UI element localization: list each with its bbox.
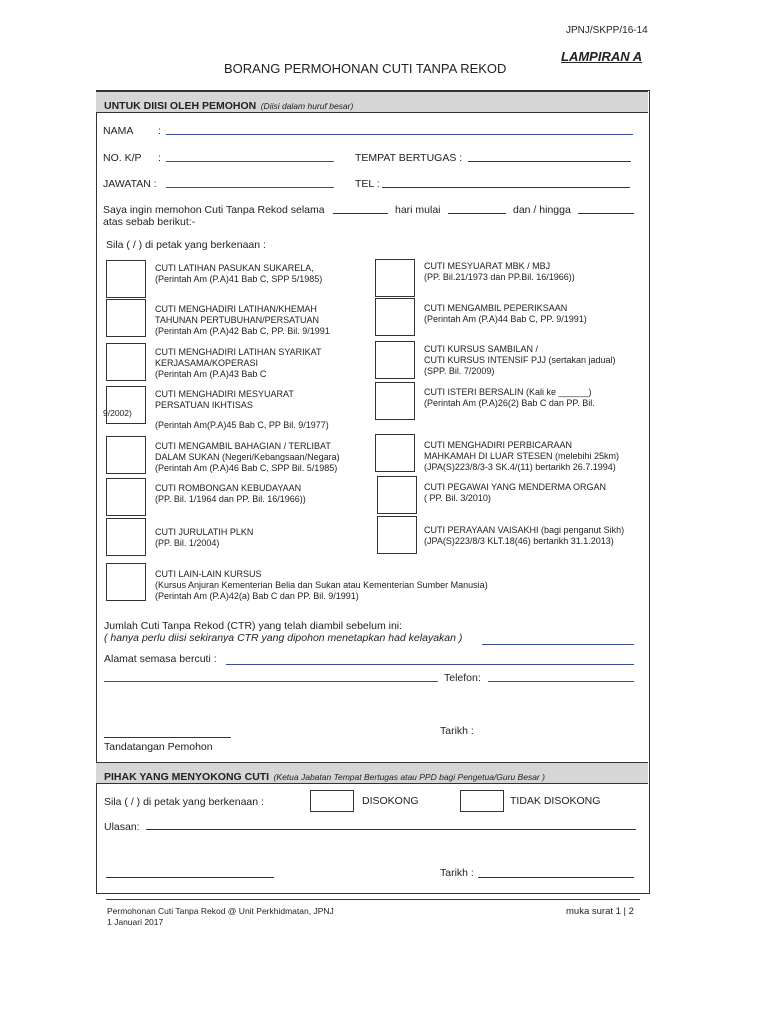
request-text-1: Saya ingin memohon Cuti Tanpa Rekod selama	[103, 204, 325, 216]
ctr-note: ( hanya perlu diisi sekiranya CTR yang dipohon menetapkan had kelayakan )	[104, 632, 463, 644]
days-field[interactable]	[333, 213, 388, 214]
tel-field[interactable]	[382, 187, 630, 188]
signature-line-supporter[interactable]	[106, 877, 274, 878]
tel-label: TEL :	[355, 178, 380, 190]
tidak-disokong-label: TIDAK DISOKONG	[510, 795, 601, 807]
nama-field[interactable]	[166, 134, 633, 135]
signature-line-applicant[interactable]	[104, 737, 231, 738]
checkbox-perbicaraan[interactable]	[375, 434, 415, 472]
telefon-label: Telefon:	[444, 672, 481, 684]
telefon-field[interactable]	[488, 681, 634, 682]
checkbox-peperiksaan[interactable]	[375, 298, 415, 336]
option-derma-organ: CUTI PEGAWAI YANG MENDERMA ORGAN ( PP. Bil. 3/2010)	[424, 482, 607, 503]
section-supporter-header	[96, 762, 648, 784]
jawatan-field[interactable]	[166, 187, 334, 188]
document-code: JPNJ/SKPP/16-14	[566, 25, 648, 36]
footer-divider	[106, 899, 640, 900]
option-kursus-sambilan: CUTI KURSUS SAMBILAN / CUTI KURSUS INTENSIF PJJ (sertakan jadual) (SPP. Bil. 7/2009)	[424, 344, 616, 376]
option-latihan-khemah: CUTI MENGHADIRI LATIHAN/KHEMAH TAHUNAN PERTUBUHAN/PERSATUAN (Perintah Am (P.A)42 Bab C, PP. Bil. 9/1991	[155, 304, 330, 336]
signature-label-applicant: Tandatangan Pemohon	[104, 741, 213, 753]
disokong-label: DISOKONG	[362, 795, 419, 807]
alamat-field-2[interactable]	[104, 681, 438, 682]
section-applicant-header	[96, 91, 648, 113]
checkbox-vaisakhi[interactable]	[377, 516, 417, 554]
option-isteri-bersalin: CUTI ISTERI BERSALIN (Kali ke ______) (Perintah Am (P.A)26(2) Bab C dan PP. Bil.	[424, 387, 595, 408]
ulasan-field[interactable]	[146, 829, 636, 830]
end-date-field[interactable]	[578, 213, 634, 214]
option-mesyuarat-mbk: CUTI MESYUARAT MBK / MBJ (PP. Bil.21/1973 dan PP.Bil. 16/1966))	[424, 261, 575, 282]
option-vaisakhi: CUTI PERAYAAN VAISAKHI (bagi penganut Sikh) (JPA(S)223/8/3 KLT.18(46) bertarikh 31.1.2013)	[424, 525, 625, 546]
tarikh-label-supporter: Tarikh :	[440, 867, 474, 879]
checkbox-isteri-bersalin[interactable]	[375, 382, 415, 420]
jawatan-label: JAWATAN :	[103, 178, 157, 190]
tempat-field[interactable]	[468, 161, 631, 162]
checkbox-jurulatih[interactable]	[106, 518, 146, 556]
alamat-field-1[interactable]	[226, 664, 634, 665]
nokp-label: NO. K/P	[103, 152, 142, 164]
nama-colon: :	[158, 125, 161, 137]
checkbox-sukan[interactable]	[106, 436, 146, 474]
checkbox-tidak-disokong[interactable]	[460, 790, 504, 812]
checkbox-instruction: Sila ( / ) di petak yang berkenaan :	[106, 239, 266, 251]
checkbox-disokong[interactable]	[310, 790, 354, 812]
option-perbicaraan: CUTI MENGHADIRI PERBICARAAN MAHKAMAH DI LUAR STESEN (melebihi 25km) (JPA(S)223/8/3-3 SK.4/(11) bertarikh 26.7.1994)	[424, 440, 620, 472]
ulasan-label: Ulasan:	[104, 821, 140, 833]
checkbox-mesyuarat-mbk[interactable]	[375, 259, 415, 297]
checkbox-kebudayaan[interactable]	[106, 478, 146, 516]
option-peperiksaan: CUTI MENGAMBIL PEPERIKSAAN (Perintah Am (P.A)44 Bab C, PP. 9/1991)	[424, 303, 587, 324]
option-sukan: CUTI MENGAMBIL BAHAGIAN / TERLIBAT DALAM SUKAN (Negeri/Kebangsaan/Negara) (Perintah Am (P.A)46 Bab C, SPP Bil. 5/1985)	[155, 441, 340, 473]
section-applicant-note: (Diisi dalam huruf besar)	[260, 101, 354, 111]
option-lain-lain: CUTI LAIN-LAIN KURSUS (Kursus Anjuran Kementerian Belia dan Sukan atau Kementerian Sumber Manusia) (Perintah Am (P.A)42(a) Bab C dan PP. Bil. 9/1991)	[155, 569, 488, 601]
checkbox-latihan-koperasi[interactable]	[106, 343, 146, 381]
tarikh-label-applicant: Tarikh :	[440, 725, 474, 737]
option-mesyuarat-persatuan-ref: (Perintah Am(P.A)45 Bab C, PP Bil. 9/1977)	[155, 420, 329, 430]
section-supporter-title: PIHAK YANG MENYOKONG CUTI	[104, 771, 270, 783]
checkbox-lain-lain[interactable]	[106, 563, 146, 601]
section-applicant-title: UNTUK DIISI OLEH PEMOHON	[104, 100, 257, 112]
stray-text: 9/2002)	[103, 408, 132, 418]
nokp-field[interactable]	[166, 161, 334, 162]
checkbox-latihan-pasukan[interactable]	[106, 260, 146, 298]
option-mesyuarat-persatuan: CUTI MENGHADIRI MESYUARAT PERSATUAN IKHTISAS	[155, 389, 294, 410]
request-text-4: atas sebab berikut:-	[103, 216, 196, 228]
checkbox-kursus-sambilan[interactable]	[375, 341, 415, 379]
option-latihan-pasukan: CUTI LATIHAN PASUKAN SUKARELA, (Perintah Am (P.A)41 Bab C, SPP 5/1985)	[155, 263, 323, 284]
ctr-label: Jumlah Cuti Tanpa Rekod (CTR) yang telah diambil sebelum ini:	[104, 620, 403, 632]
tarikh-field-supporter[interactable]	[478, 877, 634, 878]
ctr-field[interactable]	[482, 644, 634, 645]
checkbox-latihan-khemah[interactable]	[106, 299, 146, 337]
option-kebudayaan: CUTI ROMBONGAN KEBUDAYAAN (PP. Bil. 1/1964 dan PP. Bil. 16/1966))	[155, 483, 306, 504]
lampiran-label: LAMPIRAN A	[561, 49, 643, 64]
option-jurulatih: CUTI JURULATIH PLKN (PP. Bil. 1/2004)	[155, 527, 254, 548]
alamat-label: Alamat semasa bercuti :	[104, 653, 217, 665]
page-number: muka surat 1 | 2	[566, 906, 634, 917]
nama-label: NAMA	[103, 125, 134, 137]
nokp-colon: :	[158, 152, 161, 164]
footer-left-2: 1 Januari 2017	[107, 917, 164, 927]
support-instruction: Sila ( / ) di petak yang berkenaan :	[104, 796, 264, 808]
option-latihan-koperasi: CUTI MENGHADIRI LATIHAN SYARIKAT KERJASAMA/KOPERASI (Perintah Am (P.A)43 Bab C	[155, 347, 322, 379]
checkbox-mesyuarat-persatuan[interactable]	[106, 386, 146, 424]
request-text-3: dan / hingga	[513, 204, 571, 216]
section-supporter-note: (Ketua Jabatan Tempat Bertugas atau PPD bagi Pengetua/Guru Besar )	[273, 772, 545, 782]
request-text-2: hari mulai	[395, 204, 441, 216]
form-title: BORANG PERMOHONAN CUTI TANPA REKOD	[224, 61, 507, 76]
footer-left-1: Permohonan Cuti Tanpa Rekod @ Unit Perkhidmatan, JPNJ	[107, 906, 334, 916]
checkbox-derma-organ[interactable]	[377, 476, 417, 514]
tempat-label: TEMPAT BERTUGAS :	[355, 152, 463, 164]
start-date-field[interactable]	[448, 213, 506, 214]
